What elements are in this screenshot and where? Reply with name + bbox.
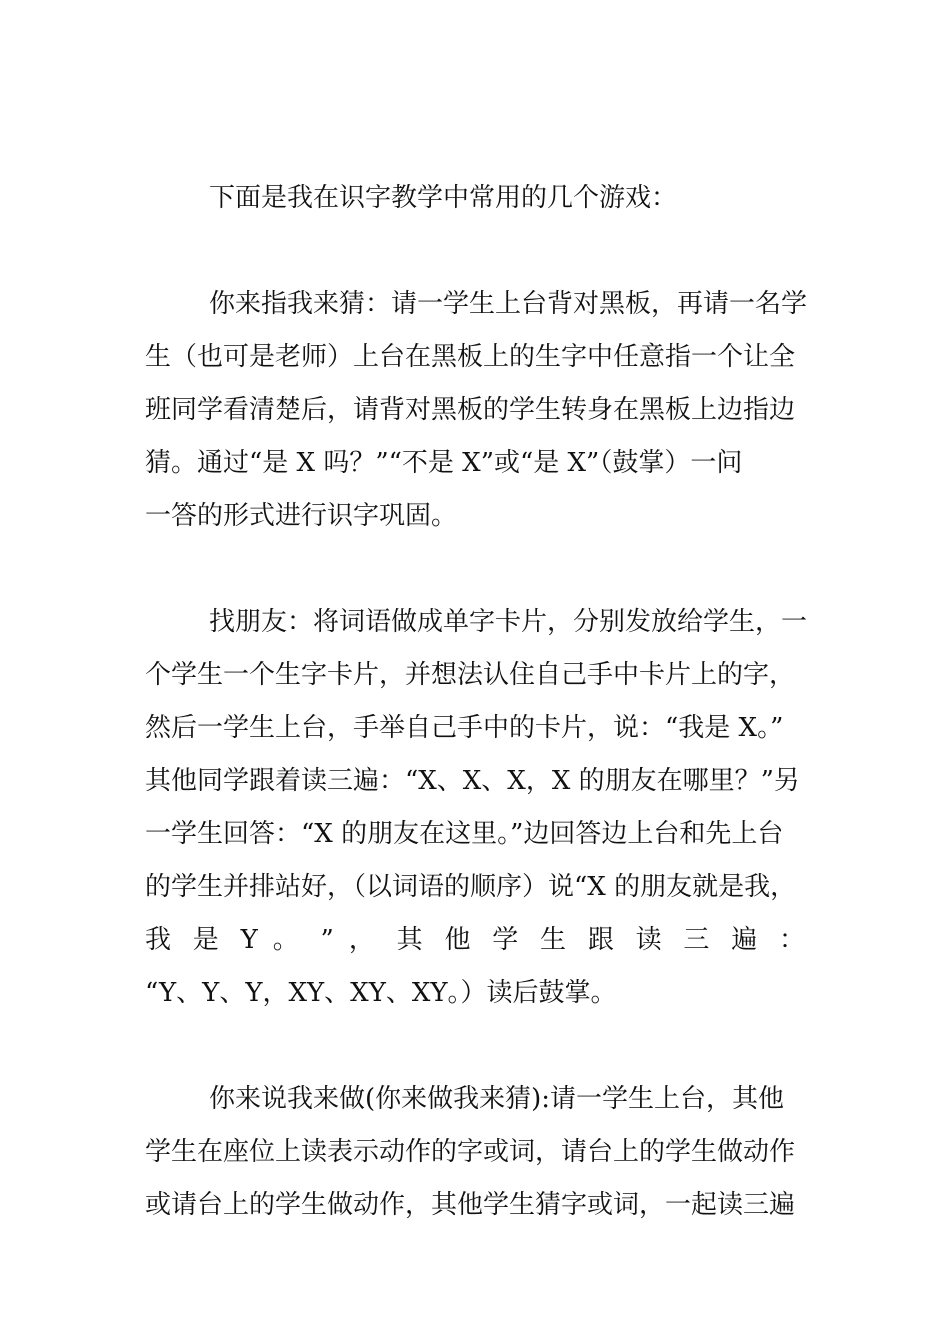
paragraph-line: 或请台上的学生做动作，其他学生猜字或词，一起读三遍 bbox=[145, 1190, 796, 1220]
paragraph-line: 班同学看清楚后，请背对黑板的学生转身在黑板上边指边 bbox=[145, 395, 796, 425]
paragraph-line: 你来指我来猜：请一学生上台背对黑板，再请一名学 bbox=[209, 289, 808, 319]
paragraph-guess-game bbox=[145, 278, 808, 543]
paragraph-line: 然后一学生上台，手举自己手中的卡片，说：“我是 X。” bbox=[145, 713, 784, 743]
paragraph-line: 一答的形式进行识字巩固。 bbox=[145, 501, 458, 531]
paragraph-line: 你来说我来做(你来做我来猜):请一学生上台，其他 bbox=[209, 1084, 785, 1114]
paragraph-intro bbox=[145, 172, 805, 225]
paragraph-act-game bbox=[145, 1073, 805, 1232]
paragraph-line: 的学生并排站好，（以词语的顺序）说“X 的朋友就是我， bbox=[145, 872, 797, 902]
paragraph-line: 我 是 Y 。 ” ， 其 他 学 生 跟 读 三 遍 ： bbox=[145, 925, 805, 955]
paragraph-find-friends bbox=[145, 596, 808, 1020]
paragraph-line: 找朋友：将词语做成单字卡片，分别发放给学生，一 bbox=[209, 607, 808, 637]
paragraph-line: 一学生回答：“X 的朋友在这里。”边回答边上台和先上台 bbox=[145, 819, 784, 849]
paragraph-gap bbox=[145, 1020, 805, 1073]
paragraph-line: 下面是我在识字教学中常用的几个游戏： bbox=[209, 183, 678, 213]
document-page bbox=[145, 172, 808, 1232]
paragraph-line: 猜。通过“是 X 吗？”“不是 X”或“是 X”（鼓掌）一问 bbox=[145, 448, 743, 478]
paragraph-line: 生（也可是老师）上台在黑板上的生字中任意指一个让全 bbox=[145, 342, 796, 372]
paragraph-line: 个学生一个生字卡片，并想法认住自己手中卡片上的字， bbox=[145, 660, 796, 690]
paragraph-line: 学生在座位上读表示动作的字或词，请台上的学生做动作 bbox=[145, 1137, 796, 1167]
paragraph-gap bbox=[145, 543, 805, 596]
paragraph-line: 其他同学跟着读三遍：“X、X、X，X 的朋友在哪里？”另 bbox=[145, 766, 800, 796]
paragraph-line: “Y、Y、Y，XY、XY、XY。）读后鼓掌。 bbox=[145, 978, 617, 1008]
paragraph-gap bbox=[145, 225, 805, 278]
